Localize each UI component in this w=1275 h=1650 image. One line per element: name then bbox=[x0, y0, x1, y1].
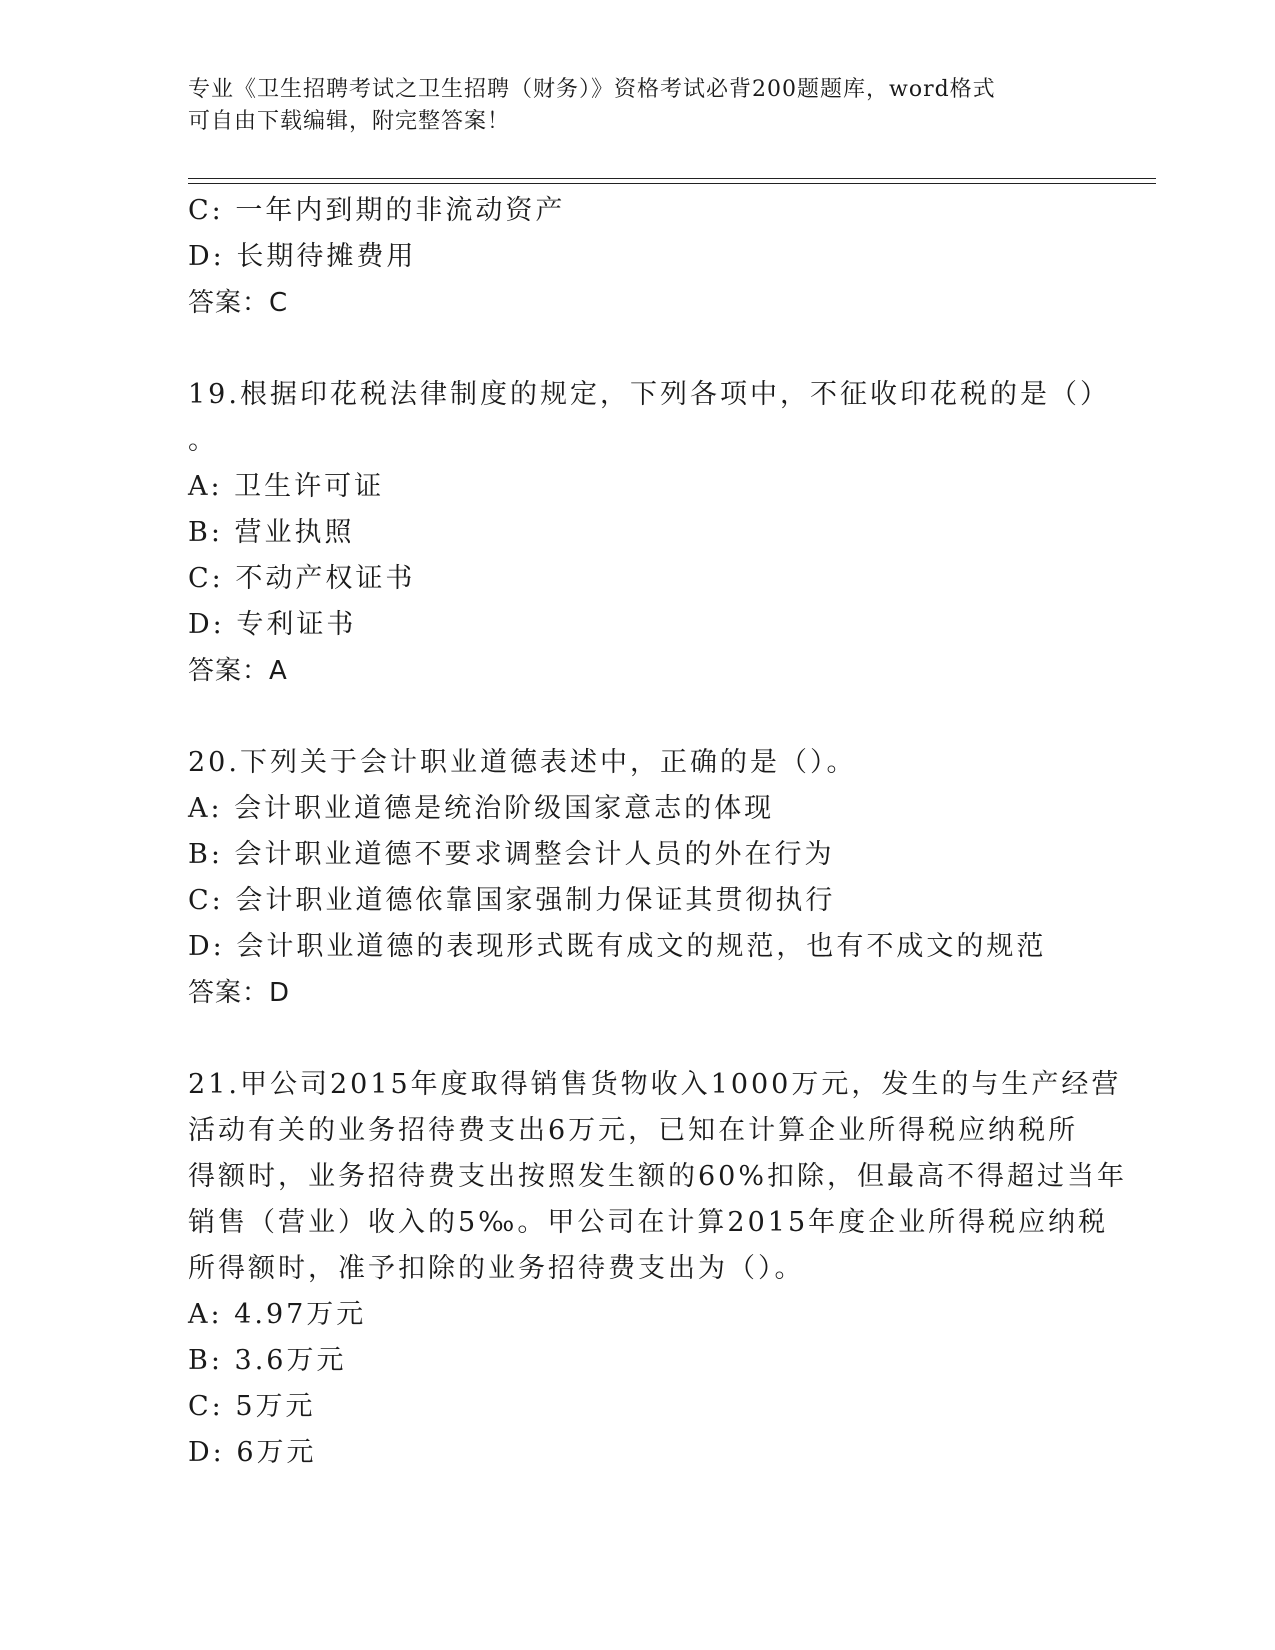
prev-question-block bbox=[188, 188, 1088, 326]
option-a: A: 会计职业道德是统治阶级国家意志的体现 bbox=[188, 793, 775, 824]
header-title-line-1: 专业《卫生招聘考试之卫生招聘（财务）》资格考试必背200题题库，word格式 bbox=[188, 77, 996, 102]
question-stem-line: 活动有关的业务招待费支出6万元，已知在计算企业所得税应纳税所 bbox=[188, 1115, 1079, 1146]
question-stem: 19.根据印花税法律制度的规定，下列各项中，不征收印花税的是（） bbox=[188, 379, 1110, 410]
answer-line: 答案：C bbox=[188, 288, 289, 318]
option-d: D: 长期待摊费用 bbox=[188, 241, 417, 272]
option-d: D: 会计职业道德的表现形式既有成文的规范，也有不成文的规范 bbox=[188, 931, 1047, 962]
answer-line: 答案：A bbox=[188, 656, 288, 686]
answer-line: 答案：D bbox=[188, 978, 291, 1008]
option-c: C: 不动产权证书 bbox=[188, 563, 416, 594]
spacer bbox=[188, 1016, 1088, 1062]
document-header bbox=[188, 74, 1088, 138]
question-list bbox=[188, 188, 1128, 1476]
question-stem-line: 所得额时，准予扣除的业务招待费支出为（）。 bbox=[188, 1253, 805, 1284]
option-a: A: 卫生许可证 bbox=[188, 471, 385, 502]
question-stem-continuation: 。 bbox=[188, 425, 218, 456]
option-b: B: 营业执照 bbox=[188, 517, 355, 548]
option-c: C: 5万元 bbox=[188, 1391, 316, 1422]
option-a: A: 4.97万元 bbox=[188, 1299, 367, 1330]
option-c: C: 会计职业道德依靠国家强制力保证其贯彻执行 bbox=[188, 885, 836, 916]
question-stem: 20.下列关于会计职业道德表述中，正确的是（）。 bbox=[188, 747, 857, 778]
question-20 bbox=[188, 740, 1088, 1016]
option-d: D: 6万元 bbox=[188, 1437, 317, 1468]
option-c: C: 一年内到期的非流动资产 bbox=[188, 195, 566, 226]
header-divider-top bbox=[188, 178, 1156, 179]
question-stem bbox=[188, 1062, 1128, 1292]
spacer bbox=[188, 694, 1088, 740]
header-divider-bottom bbox=[188, 183, 1156, 184]
spacer bbox=[188, 326, 1088, 372]
option-b: B: 会计职业道德不要求调整会计人员的外在行为 bbox=[188, 839, 835, 870]
question-21 bbox=[188, 1062, 1128, 1476]
header-title-line-2: 可自由下载编辑，附完整答案！ bbox=[188, 109, 511, 134]
option-b: B: 3.6万元 bbox=[188, 1345, 347, 1376]
question-stem-line: 销售（营业）收入的5‰。甲公司在计算2015年度企业所得税应纳税 bbox=[188, 1207, 1109, 1238]
question-stem-line: 21.甲公司2015年度取得销售货物收入1000万元，发生的与生产经营 bbox=[188, 1069, 1122, 1100]
question-stem-line: 得额时，业务招待费支出按照发生额的60%扣除，但最高不得超过当年 bbox=[188, 1161, 1128, 1192]
option-d: D: 专利证书 bbox=[188, 609, 357, 640]
question-19 bbox=[188, 372, 1110, 694]
